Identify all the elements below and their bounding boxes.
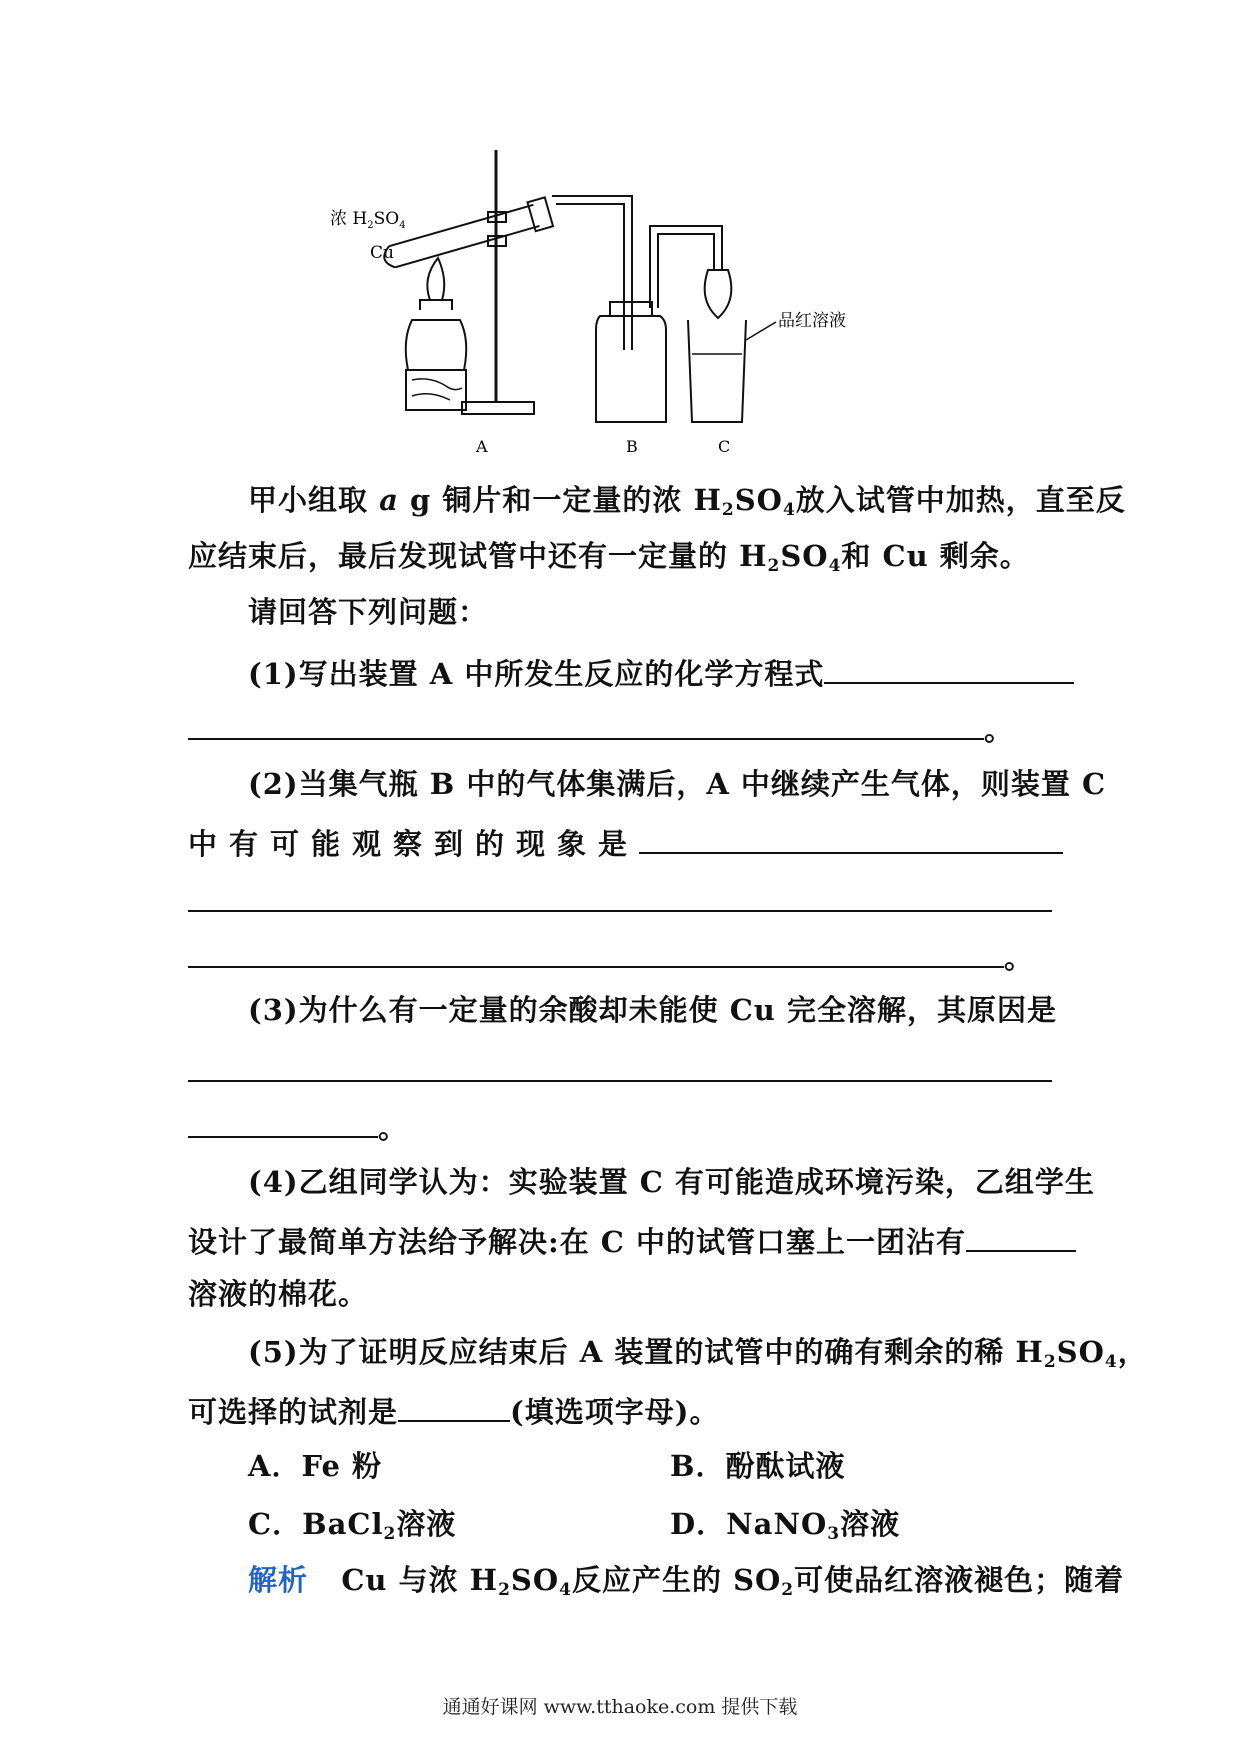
- question-4: (4)乙组同学认为：实验装置 C 有可能造成环境污染，乙组学生: [248, 1165, 1095, 1199]
- question-2-line-3: [188, 880, 1052, 920]
- answer-blank-3a[interactable]: [188, 1050, 1052, 1082]
- alcohol-lamp: [406, 320, 467, 370]
- option-b[interactable]: B．酚酞试液: [670, 1449, 846, 1483]
- question-2-line-2: 中有可能观察到的现象是: [188, 822, 1063, 862]
- answer-blank-1a[interactable]: [824, 652, 1074, 684]
- answer-blank-2a[interactable]: [639, 822, 1063, 854]
- intro-line-1: 甲小组取 a g 铜片和一定量的浓 $H_2SO_4$放入试管中加热，直至反: [248, 483, 1126, 520]
- intro-line-2: 应结束后，最后发现试管中还有一定量的 $H_2SO_4$和 Cu 剩余。: [188, 539, 1030, 576]
- delivery-tube-ab: [552, 196, 632, 350]
- beaker-c: [688, 320, 746, 422]
- question-1: (1)写出装置 A 中所发生反应的化学方程式: [248, 652, 1074, 692]
- question-5-line-2: 可选择的试剂是 (填选项字母)。: [188, 1390, 719, 1430]
- question-4-line-2: 设计了最简单方法给予解决:在 C 中的试管口塞上一团沾有: [188, 1220, 1076, 1260]
- label-b: B: [626, 437, 638, 456]
- option-a[interactable]: A．Fe 粉: [248, 1449, 383, 1483]
- question-5: (5)为了证明反应结束后 A 装置的试管中的确有剩余的稀 $H_2SO_4$，: [248, 1335, 1148, 1372]
- analysis-line: 解析 Cu 与浓 $H_2SO_4$反应产生的 $SO_2$可使品红溶液褪色；随着: [248, 1563, 1125, 1600]
- apparatus-figure: [330, 140, 970, 460]
- question-3-line-3: 。: [188, 1106, 408, 1146]
- answer-blank-4[interactable]: [966, 1220, 1076, 1252]
- answer-blank-3b[interactable]: [188, 1106, 378, 1138]
- inverted-funnel: [705, 270, 732, 318]
- question-3: (3)为什么有一定量的余酸却未能使 Cu 完全溶解，其原因是: [248, 993, 1057, 1027]
- question-4-line-3: 溶液的棉花。: [188, 1277, 369, 1311]
- label-a: A: [476, 437, 488, 456]
- stand-base: [462, 402, 534, 414]
- answer-blank-5[interactable]: [398, 1390, 510, 1422]
- question-2: (2)当集气瓶 B 中的气体集满后，A 中继续产生气体，则装置 C: [248, 767, 1107, 801]
- answer-blank-1b[interactable]: [188, 708, 984, 740]
- footer-credit: 通通好课网 www.tthaoke.com 提供下载: [442, 1696, 798, 1718]
- option-d[interactable]: D．NaNO$_3$溶液: [670, 1507, 901, 1544]
- label-c: C: [718, 437, 731, 456]
- prompt: 请回答下列问题：: [248, 595, 489, 629]
- flame: [427, 258, 444, 300]
- apparatus-diagram: [330, 140, 970, 460]
- answer-blank-2c[interactable]: [188, 936, 1004, 968]
- analysis-label: 解析: [248, 1563, 309, 1597]
- label-cu: Cu: [370, 243, 394, 263]
- burner-neck: [420, 300, 452, 310]
- test-tube: [380, 197, 553, 273]
- answer-blank-2b[interactable]: [188, 880, 1052, 912]
- delivery-tube-bc: [650, 226, 722, 308]
- option-c[interactable]: C．BaCl$_2$溶液: [248, 1507, 457, 1544]
- label-pinhong: 品红溶液: [778, 311, 846, 331]
- question-1-cont: 。: [188, 708, 1014, 748]
- label-conc-acid: 浓 $H_2SO_4$: [330, 209, 406, 231]
- question-2-line-4: 。: [188, 936, 1034, 976]
- question-3-line-2: [188, 1050, 1052, 1090]
